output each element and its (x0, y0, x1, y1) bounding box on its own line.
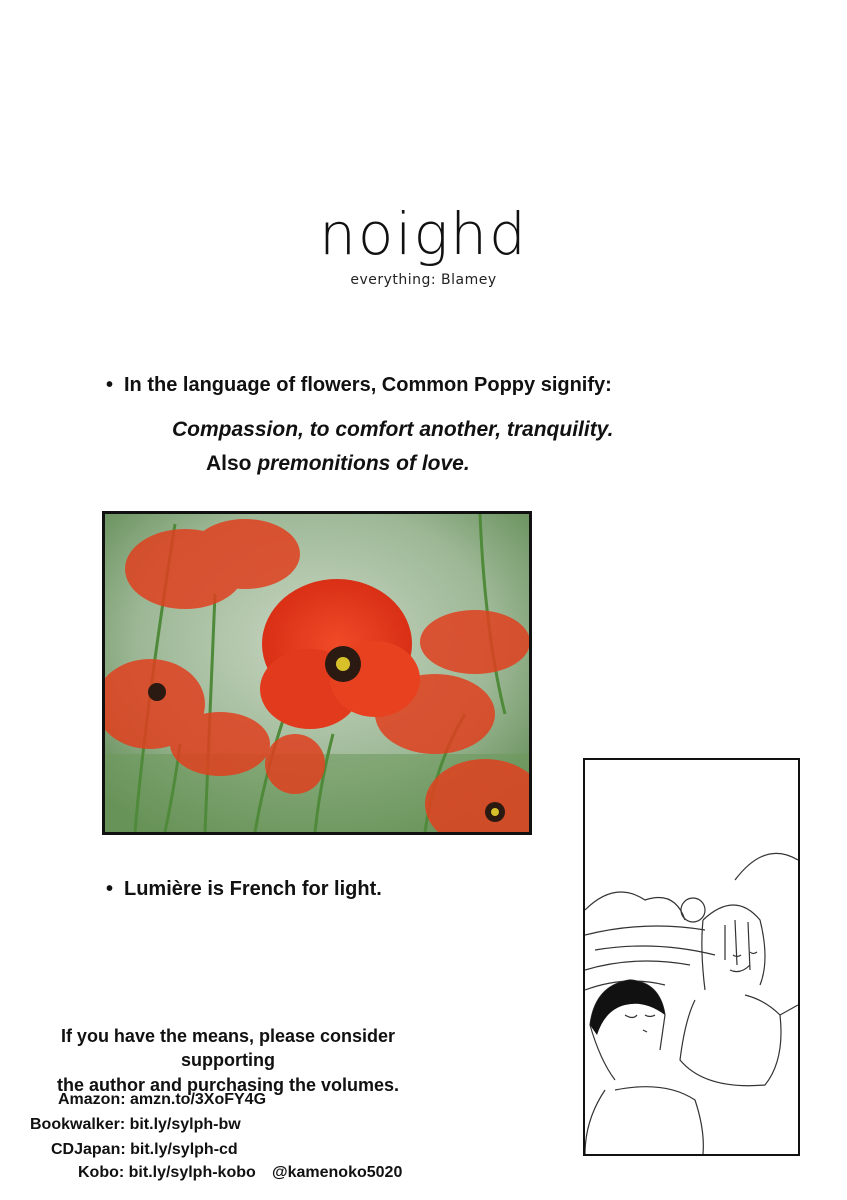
manga-panel (583, 758, 800, 1156)
link-cdjapan[interactable]: CDJapan: bit.ly/sylph-cd (51, 1141, 238, 1158)
manga-panel-illustration (585, 760, 798, 1154)
link-amazon[interactable]: Amazon: amzn.to/3XoFY4G (58, 1091, 267, 1108)
credit-line: everything: Blamey (350, 272, 497, 288)
meaning-prefix: Also (206, 452, 258, 475)
bullet-text: Lumière is French for light. (124, 878, 382, 900)
support-line1: If you have the means, please consider supporting (60, 1026, 396, 1071)
poppy-illustration (105, 514, 529, 832)
poppy-meaning-line1: Compassion, to comfort another, tranquility. (172, 418, 614, 441)
note-bullet-lumiere (106, 878, 382, 901)
poppy-meaning-line2 (206, 452, 470, 476)
note-bullet-poppy (106, 374, 612, 397)
scanlator-logo: noighd (319, 200, 528, 268)
social-handle[interactable]: @kamenoko5020 (272, 1164, 403, 1181)
bullet-icon: • (106, 878, 114, 900)
link-kobo[interactable]: Kobo: bit.ly/sylph-kobo (78, 1164, 256, 1181)
bullet-text: In the language of flowers, Common Poppy signify: (124, 374, 612, 396)
poppy-flowers-photo (102, 511, 532, 835)
support-line2: the author and purchasing the volumes. (56, 1074, 400, 1095)
bullet-icon: • (106, 374, 114, 396)
support-message (20, 1024, 436, 1097)
link-bookwalker[interactable]: Bookwalker: bit.ly/sylph-bw (30, 1116, 241, 1133)
meaning-emphasis: premonitions of love. (257, 452, 470, 475)
